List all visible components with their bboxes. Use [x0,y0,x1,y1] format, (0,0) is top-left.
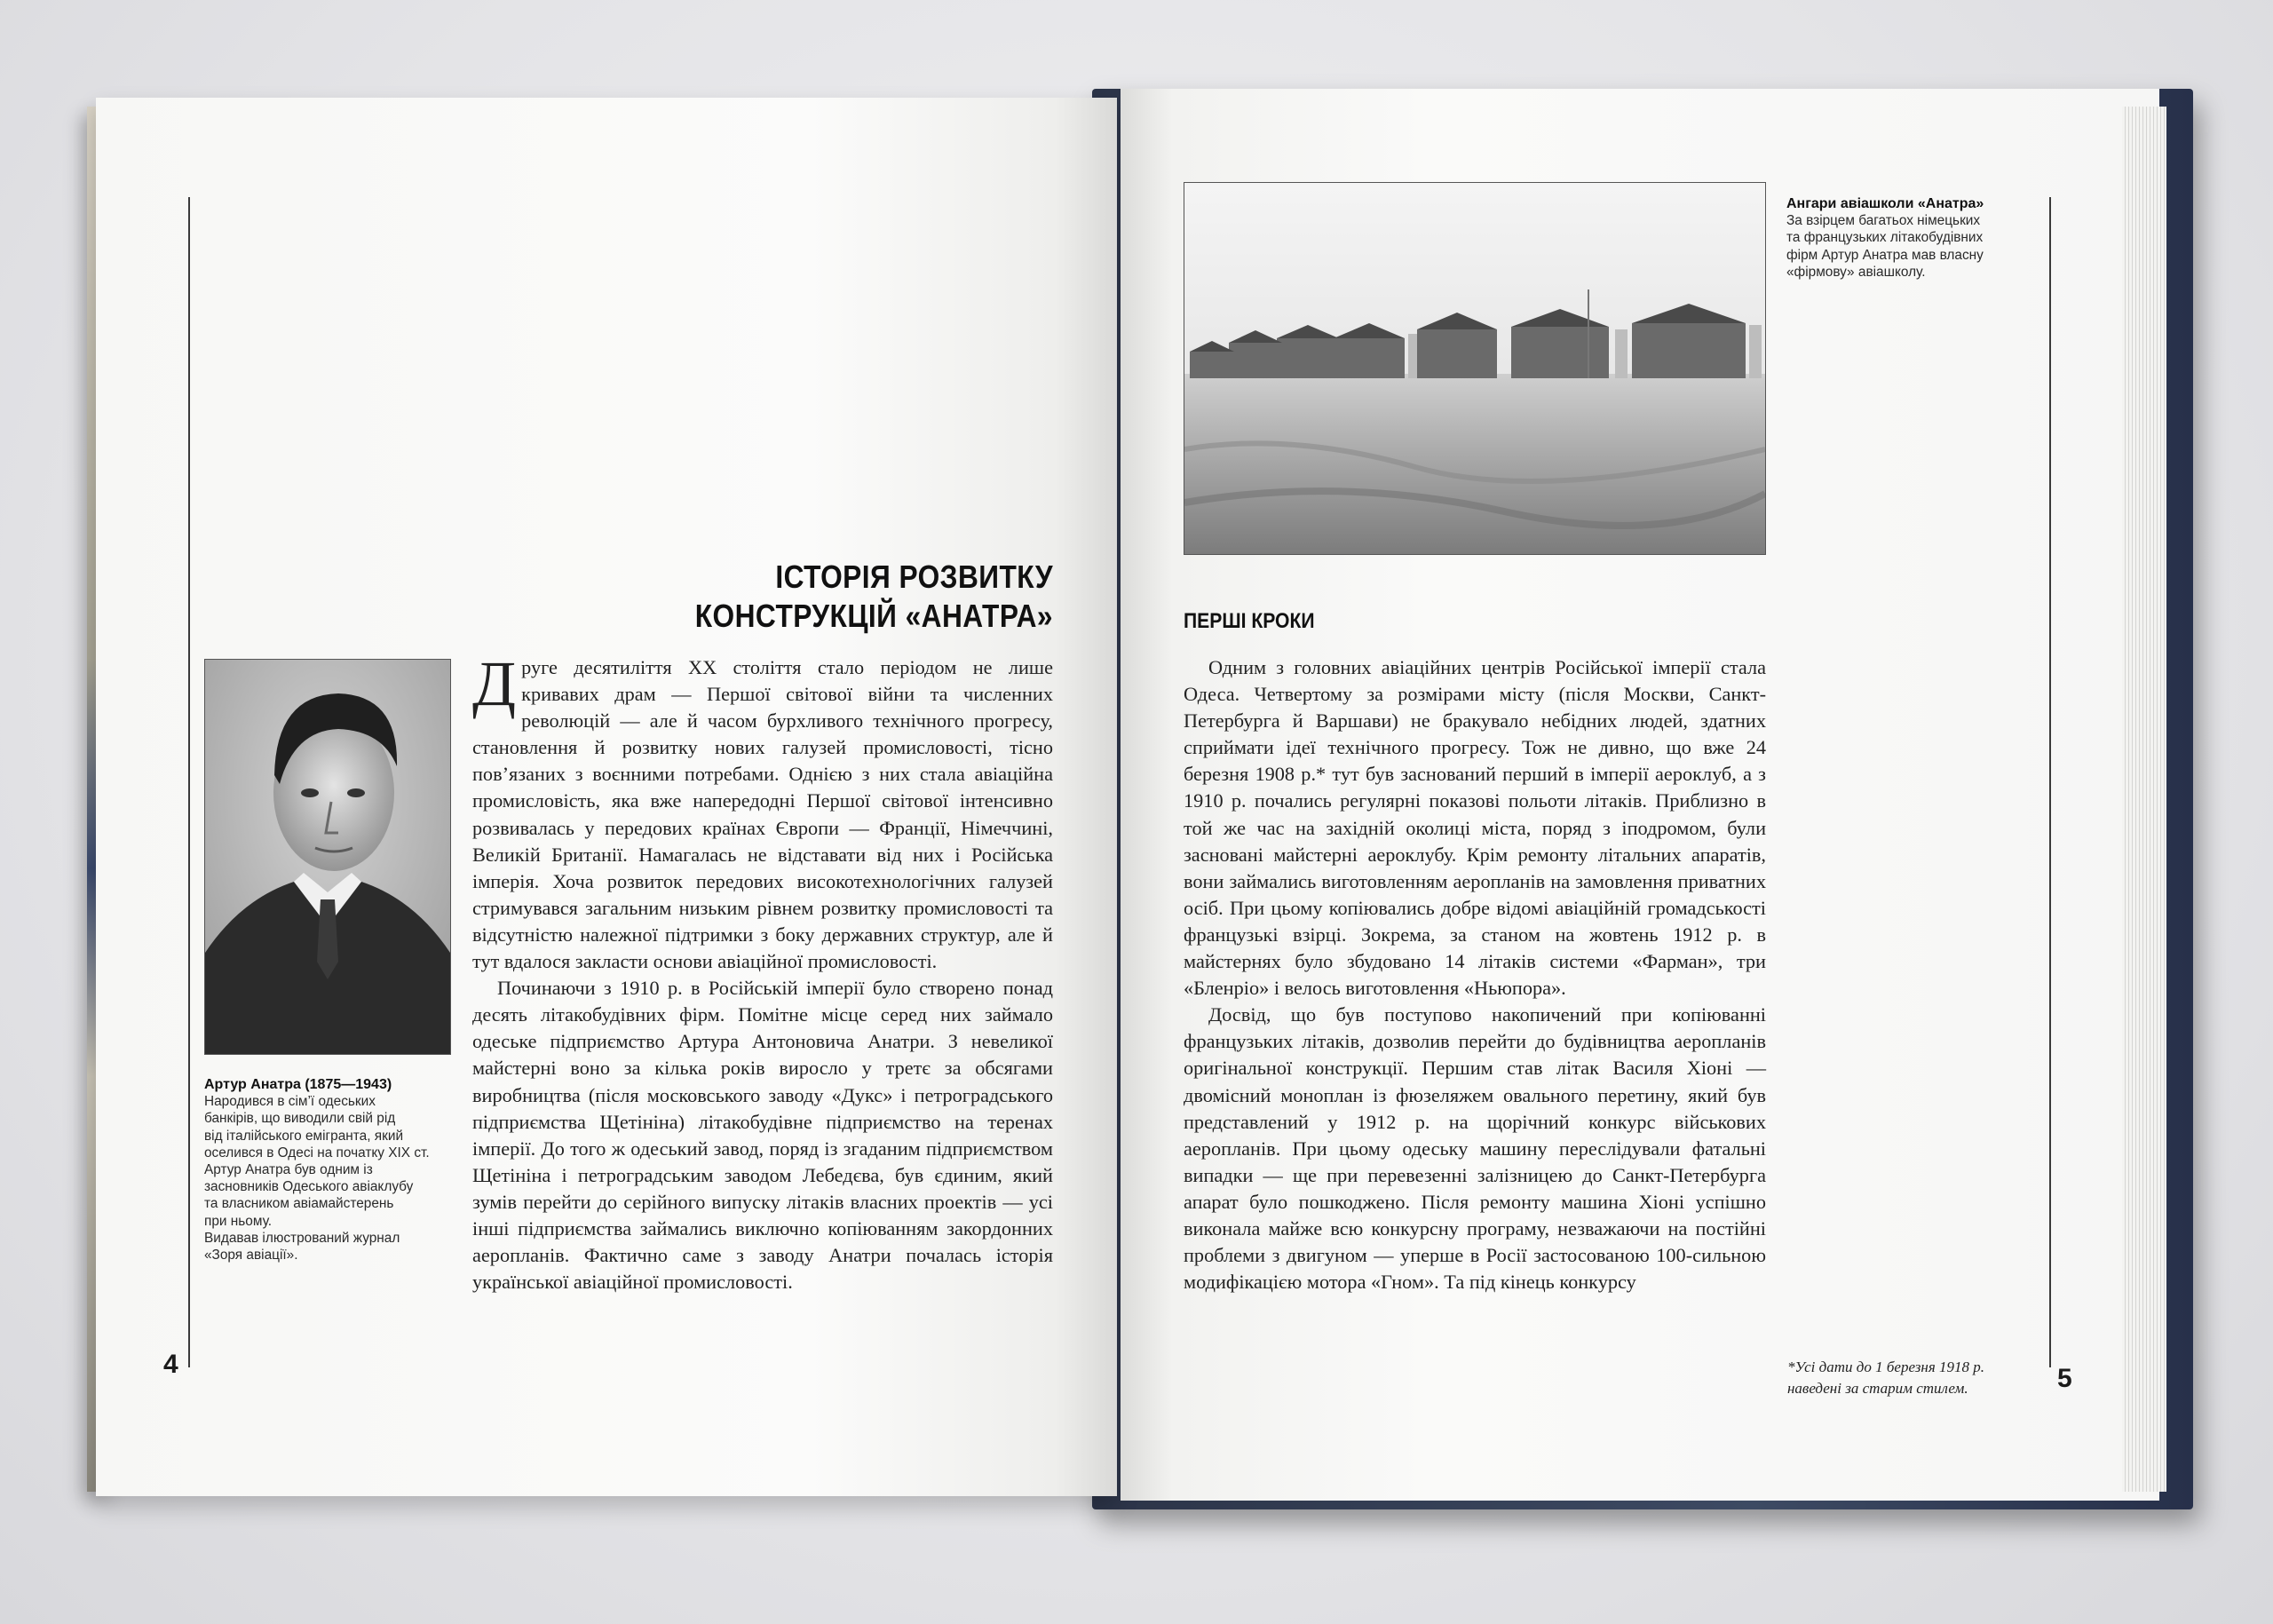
chapter-heading [595,558,1053,636]
left-paragraph-1 [472,648,1053,975]
portrait-caption-line: та власником авіамайстерень [204,1196,394,1212]
portrait-caption [204,1076,462,1264]
hangars-caption [1786,195,2026,281]
right-paragraph-2: Досвід, що був поступово накопичений при копіюванні французьких літаків, дозволив перейти до будівництва аеропланів оригінальної конструкції. Першим став літак Василя Хіоні — двомісний моноплан із фюзеляжем овального перетину, який був представлений у 1912 р. на щорічний конкурс військових аеропланів. При цьому одеську машину переслідували фатальні випадки — ще при перевезенні залізницею до Санкт-Петербурга апарат було пошкоджено. Після ремонту машина Хіоні успішно виконала майже всю конкурсну програму, незважаючи на постійні проблеми з двигуном — уперше в Росії застосованою 100-сильною модифікацією мотора «Гном». Та під кінець конкурсу [1184,1003,1766,1294]
right-margin-rule [2049,197,2051,1367]
portrait-caption-line: при ньому. [204,1213,273,1229]
portrait-caption-line: оселився в Одесі на початку XIX ст. [204,1145,430,1161]
portrait-caption-line: Видавав ілюстрований журнал [204,1230,400,1246]
portrait-illustration [205,660,450,1054]
portrait-caption-line: засновників Одеського авіаклубу [204,1179,414,1195]
hangars-illustration [1184,183,1765,554]
portrait-caption-line: Артур Анатра був одним із [204,1162,373,1178]
chapter-heading-line-2: КОНСТРУКЦІЙ «АНАТРА» [694,598,1053,634]
hangars-caption-line: «фірмову» авіашколу. [1786,264,1926,280]
hangars-caption-title: Ангари авіашколи «Анатра» [1786,196,1984,211]
chapter-heading-line-1: ІСТОРІЯ РОЗВИТКУ [775,558,1053,595]
footnote-line: наведені за старим стилем. [1787,1380,1968,1397]
portrait-photo [204,659,451,1055]
left-paragraph-1-text: руге десятиліття XX століття стало періодом не лише кривавих драм — Першої світової війни та численних революцій — але й часом бурхливого технічного прогресу, становлення й розвитку нових галузей промисловості, тісно пов’язаних з воєнними потребами. Однією з них стала авіаційна промисловість, яка вже напередодні Першої світової інтенсивно розвивалась у передових країнах Європи — Франції, Німеччині, Великій Британії. Намагалась не відставати від них і Російська імперія. Хоча розвиток передових високотехнологічних галузей стримувався загальним низьким рівнем розвитку промисловості та відсутністю належної підтримки з боку державних структур, але й тут вдалося закласти основи авіаційної промисловості. [472,656,1053,973]
section-subheading: ПЕРШІ КРОКИ [1184,609,1315,633]
hangars-caption-line: та французьких літакобудівних [1786,230,1984,246]
right-body-text [1184,654,1766,1295]
page-number-right: 5 [2057,1364,2072,1393]
right-paragraph-1: Одним з головних авіаційних центрів Російської імперії стала Одеса. Четвертому за розмірами місту (після Москви, Санкт-Петербурга й Варшави) не бракувало небідних людей, здатних сприймати ідеї технічного прогресу. Тож не дивно, що вже 24 березня 1908 р.* тут був заснований перший в імперії аероклуб, а з 1910 р. почались регулярні показові польоти літаків. Приблизно в той же час на західній околиці міста, поряд з іподромом, були засновані майстерні аероклубу. Крім ремонту літальних апаратів, вони займались виготовленням аеропланів на замовлення приватних осіб. При цьому копіювались добре відомі авіаційній громадськості французькі взірці. Зокрема, за станом на жовтень 1912 р. в майстернях було збудовано 14 літаків системи «Фарман», три «Бленріо» і велось виготовлення «Ньюпора». [1184,656,1766,1000]
portrait-caption-line: від італійського емігранта, який [204,1128,404,1144]
hangars-caption-line: фірм Артур Анатра мав власну [1786,247,1984,263]
hangars-photo [1184,182,1766,555]
date-footnote [1787,1357,2036,1399]
footnote-line: *Усі дати до 1 березня 1918 р. [1787,1359,1985,1375]
portrait-caption-title: Артур Анатра (1875—1943) [204,1077,392,1092]
page-stack-edge [2122,107,2166,1492]
portrait-caption-line: «Зоря авіації». [204,1248,298,1264]
left-body-text [472,648,1053,1295]
portrait-caption-line: Народився в сім’ї одеських [204,1094,376,1110]
left-margin-rule [188,197,190,1367]
portrait-caption-line: банкірів, що виводили свій рід [204,1111,396,1127]
left-paragraph-2: Починаючи з 1910 р. в Російській імперії було створено понад десять літакобудівних фірм. Помітне місце серед них займало одеське підприємство Артура Антоновича Анатри. З невеликої майстерні воно за кілька років виросло у третє за обсягами виробництва (після московського заводу «Дукс» і петроградського підприємства Щетініна) літакобудівне підприємство на теренах імперії. До того ж одеський завод, поряд із згаданим підприємством Щетініна і петроградським заводом Лебедєва, був єдиним, який зумів перейти до серійного випуску літаків власних проектів — усі інші підприємства займались виключно копіюванням закордонних аеропланів. Фактично саме з заводу Анатри почалась історія української авіаційної промисловості. [472,977,1053,1294]
page-number-left: 4 [163,1350,178,1379]
hangars-caption-line: За взірцем багатьох німецьких [1786,213,1981,229]
drop-cap: Д [472,648,517,719]
